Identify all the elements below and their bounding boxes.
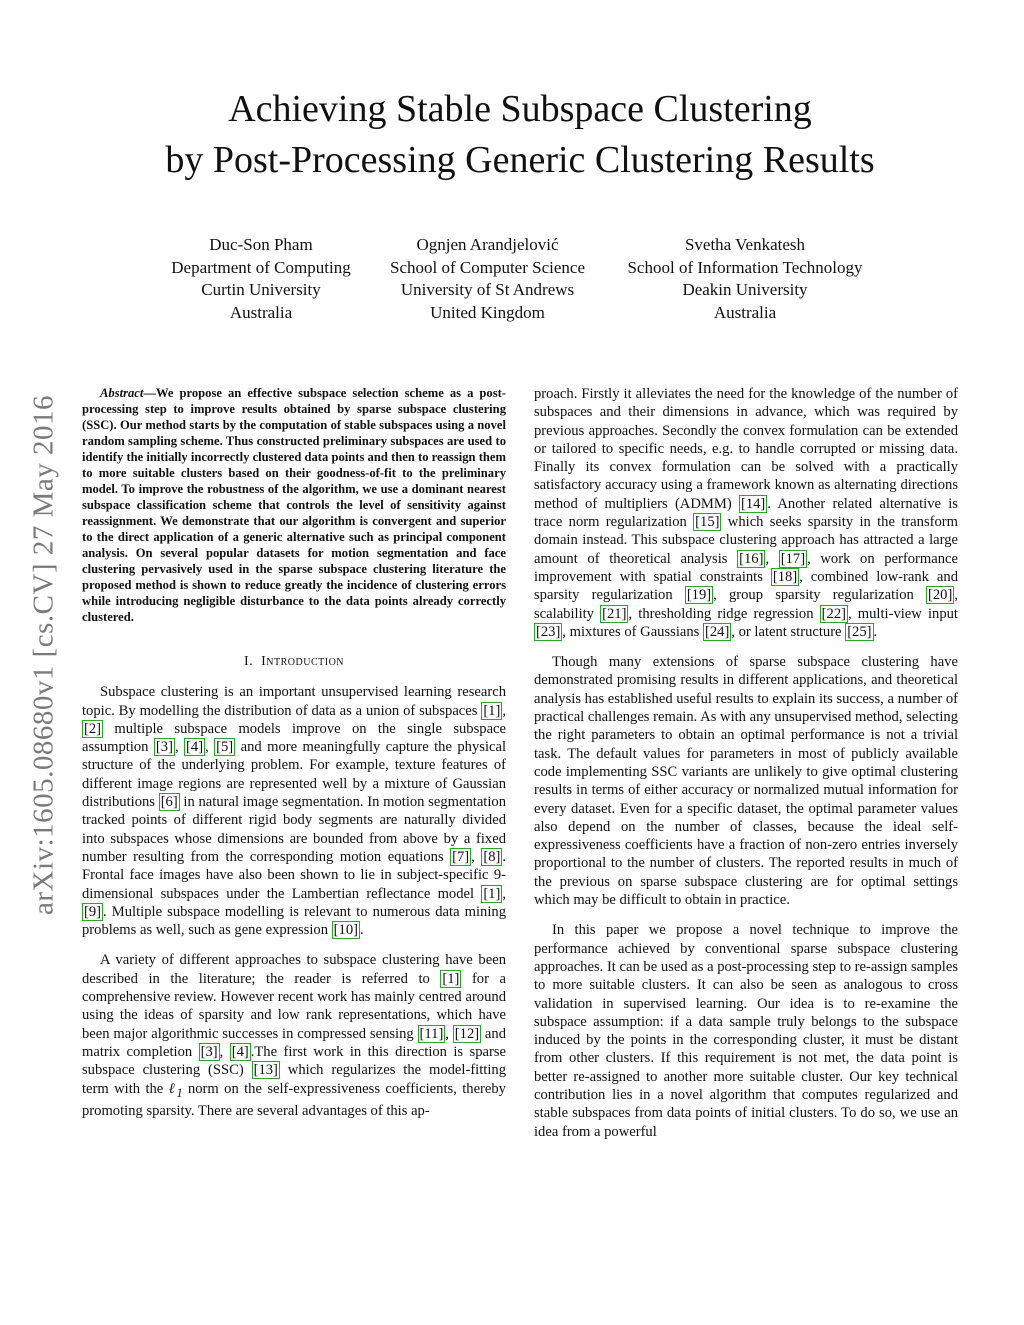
section-heading-introduction [82,653,506,671]
right-column [534,385,958,1141]
author-organization: University of St Andrews [400,280,575,299]
author-country: Australia [229,302,293,322]
citation-link[interactable]: [18] [772,568,798,585]
text-run: and matrix completion [82,1025,506,1060]
abstract-label: Abstract [100,386,144,400]
citation-link[interactable]: [20] [928,587,953,604]
citation-link[interactable]: [24] [704,623,730,640]
citation-link[interactable]: [1] [483,885,501,902]
text-run: and more meaningfully capture the physical structure of the underlying problem. For example, texture features of different image regions are represented well by a mixture of Gaussian distributions [82,739,507,811]
text-run: , [502,702,506,719]
text-run: , group sparsity regularization [713,587,927,604]
section-title: Introduction [261,654,345,669]
citation-link[interactable]: [9] [84,903,102,920]
citation-link[interactable]: [7] [452,848,470,865]
author-department: School of Computer Science [390,257,585,277]
text-run: , [471,848,482,865]
citation-link[interactable]: [25] [847,623,872,640]
text-run: multiple subspace models improve on the single subspace assumption [82,720,506,756]
author-name: Duc-Son Pham [209,235,313,254]
title-line-2: by Post-Processing Generic Clustering Results [165,139,875,181]
author-3 [605,234,885,324]
author-1 [161,234,361,324]
citation-link[interactable]: [6] [160,794,178,811]
intro-paragraph-2-continued [534,385,958,641]
author-name: Svetha Venkatesh [684,235,806,254]
author-department: School of Information Technology [627,257,863,277]
ell-one-symbol [168,1080,183,1100]
text-run: , or latent structure [731,623,846,640]
citation-link[interactable]: [2] [84,720,102,737]
citation-link[interactable]: [12] [454,1025,480,1042]
citation-link[interactable]: [4] [186,739,204,756]
text-run: , combined low-rank and sparsity regularization [534,568,958,604]
citation-link[interactable]: [14] [740,495,766,512]
math-ell: ℓ [168,1080,177,1097]
text-run: , mixtures of Gaussians [562,623,703,640]
citation-link[interactable]: [17] [780,550,806,567]
text-run: A variety of different approaches to subspace clustering have been described in the literature; the reader is referred to [82,952,506,987]
citation-link[interactable]: [15] [695,514,720,531]
text-run: , scalability [534,587,958,622]
arxiv-identifier[interactable]: arXiv:1605.08680v1 [cs.CV] 27 May 2016 [27,394,60,916]
text-run: , thresholding ridge regression [628,605,820,622]
abstract-text: —We propose an effective subspace selection scheme as a post-processing step to improve results obtained by sparse subspace clustering (SSC). Our method starts by the computation of stable subspaces using a novel random sampling scheme. Thus constructed preliminary subspaces are used to identify the initially incorrectly clustered data points and then to reassign them to more suitable clusters based on their goodness-of-fit to the preliminary model. To improve the robustness of the algorithm, we use a dominant nearest subspace classification scheme that controls the level of sensitivity against reassignment. We demonstrate that our algorithm is convergent and superior to the direct application of a generic alternative such as principal component analysis. On several popular datasets for motion segmentation and face clustering pervasively used in the sparse subspace clustering literature the proposed method is shown to reduce greatly the incidence of clustering errors while introducing negligible disturbance to the data points already correctly clustered. [82,386,506,624]
citation-link[interactable]: [1] [483,702,501,719]
citation-link[interactable]: [22] [821,605,846,622]
text-run: , multi-view input [847,605,958,622]
text-run: , [205,739,215,756]
text-run: , [765,550,779,567]
math-subscript: 1 [176,1085,183,1100]
citation-link[interactable]: [3] [155,739,173,756]
citation-link[interactable]: [10] [333,922,358,939]
text-run: for a comprehensive review. However recent work has mainly centred around using the ideas of sparsity and low rank representations, which have been major algorithmic successes in compressed sensing [82,970,506,1042]
text-run: Subspace clustering is an important unsupervised learning research topic. By modelling the distribution of data as a union of subspaces [82,684,506,719]
intro-paragraph-3: Though many extensions of sparse subspace clustering have demonstrated promising results in different applications, and theoretical analysis has established useful results to explain its success, a number of practical challenges remain. As with any unsupervised method, selecting the right parameters to obtain an optimal performance is not a trivial task. The default values for parameters in most of publicly available code implementing SSC variants are unlikely to give optimal clustering results in terms of either accuracy or normalized mutual information for every dataset. Even for a specific dataset, the optimal parameter values also depend on the number of classes, because the ideal self-expressiveness coefficients have a fraction of non-zero entries inversely proportional to the number of clusters. The reported results in much of the previous on sparse subspace clustering are for optimal settings which may be difficult to obtain in practice. [534,654,958,909]
text-run: .The first work in this direction is sparse subspace clustering (SSC) [82,1043,507,1079]
text-run: , [502,885,506,902]
citation-link[interactable]: [21] [602,605,627,622]
citation-link[interactable]: [1] [442,970,460,987]
citation-link[interactable]: [5] [216,739,234,756]
text-run: , work on performance improvement with spatial constraints [534,550,958,585]
author-2 [375,234,600,324]
text-run: . Multiple subspace modelling is relevant to numerous data mining problems as well, such as gene expression [82,903,506,939]
text-run: . Another related alternative is trace norm regularization [534,495,958,531]
section-number: I. [243,654,254,669]
citation-link[interactable]: [13] [253,1062,278,1079]
text-run: which seeks sparsity in the transform domain instead. This subspace clustering approach has attracted a large amount of theoretical analysis [534,514,958,567]
citation-link[interactable]: [8] [483,848,501,865]
author-country: United Kingdom [430,302,545,322]
citation-link[interactable]: [16] [739,550,764,567]
text-run: , [445,1025,453,1042]
citation-link[interactable]: [11] [419,1025,444,1042]
author-country: Australia [713,302,777,322]
author-department: Department of Computing [171,257,351,277]
intro-paragraph-2 [82,951,506,1120]
text-run: , [219,1043,230,1060]
text-run: in natural image segmentation. In motion segmentation tracked points of different rigid body segments are naturally divided into subspaces whose dimensions are bounded from above by a fixed number resulting from the corresponding motion equations [82,794,506,865]
text-run: . [359,922,364,939]
author-organization: Curtin University [201,280,321,299]
citation-link[interactable]: [19] [686,587,712,604]
citation-link[interactable]: [4] [231,1043,249,1060]
intro-paragraph-4: In this paper we propose a novel technique to improve the performance achieved by conventional sparse subspace clustering approaches. It can be used as a post-processing step to re-assign samples to more suitable clusters. It can also be seen as analogous to cross validation in supervised learning. Our idea is to re-examine the subspace assumption: if a data sample truly belongs to the subspace induced by the points in the corresponding cluster, it must be distant from other clusters. If this requirement is not met, the data point is better re-assigned to another more suitable cluster. Our key technical contribution lies in a novel algorithm that computes regularized and stable subspaces from data points of initial clusters. To do so, we use an idea from a powerful [534,922,958,1140]
title-line-1: Achieving Stable Subspace Clustering [228,88,812,130]
paper-title [80,84,960,186]
citation-link[interactable]: [23] [536,623,561,640]
text-run: , [174,739,185,756]
text-run: proach. Firstly it alleviates the need for the knowledge of the number of subspaces and their dimensions in advance, which was required by previous approaches. Secondly the convex formulation can be extended or tailored to specific needs, e.g. to handle corrupted or missing data. Finally its convex formulation can be solved with a practically satisfactory accuracy using a framework known as alternating directions method of multipliers (ADMM) [534,386,958,512]
author-organization: Deakin University [682,280,808,299]
abstract [82,385,506,625]
author-name: Ognjen Arandjelović [416,235,559,254]
left-column [82,385,506,1120]
text-run: . [873,623,878,640]
citation-link[interactable]: [3] [200,1043,218,1060]
text-run: which regularizes the model-fitting term with the [82,1062,506,1097]
text-run: norm on the self-expressiveness coefficients, thereby promoting sparsity. There are several advantages of this ap- [82,1080,506,1119]
text-run: . Frontal face images have also been shown to lie in subject-specific 9-dimensional subspaces under the Lambertian reflectance model [82,848,507,902]
intro-paragraph-1 [82,683,506,939]
